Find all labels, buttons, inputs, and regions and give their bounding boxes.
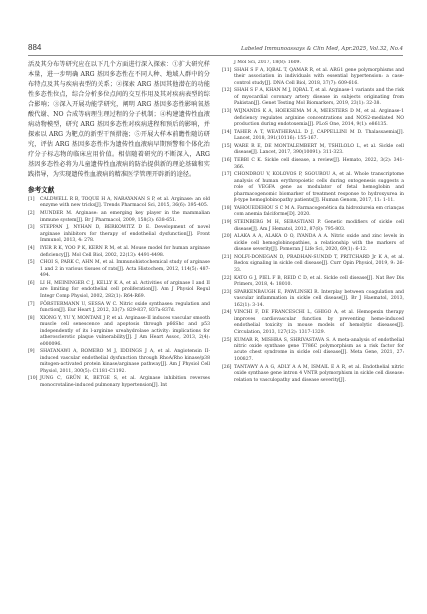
reference-item — [222, 88, 404, 107]
reference-text: CHONDROU V, KOLOVOS P, SGOUROU A, et al. Whole transcriptome analysis of human erythropoietic cells during ontogenesis suggests a role of VEGFA gene as modulator of fetal hemoglobin and pharmacogenomic biomarker of treatment response to hydroxyurea in β-type hemoglobinopathy patients[J]. Human Genom, 2017, 11: 1-11. — [234, 172, 404, 204]
reference-text: STEINBERG M H, SEBASTIANI P. Genetic modifiers of sickle cell disease[J]. Am J Hematol, 2012, 87(8): 795-803. — [234, 220, 404, 232]
reference-text: JUNG C, GRÜN K, BETGE S, et al. Arginase inhibition reverses monocrotaline-induced pulmonary hypertension[J]. Int — [40, 376, 210, 388]
reference-number: [11] — [222, 67, 232, 73]
reference-number: [16] — [222, 158, 232, 164]
reference-number: [20] — [222, 234, 232, 240]
reference-number: [6] — [28, 280, 35, 286]
reference-item — [222, 220, 404, 233]
reference-text: SPARKENBAUGH E, PAWLINSKI R. Interplay between coagulation and vascular inflammation in sickle cell disease[J]. Br J Haematol, 2013, 162(1): 3-14. — [234, 289, 404, 308]
reference-item — [28, 246, 210, 259]
reference-text: NOLFI-DONEGAN D, PRADHAN-SUNDD T, PRITCHARD Jr K A, et al. Redox signaling in sickle cell disease[J]. Curr Opin Physiol, 2019, 9: 26-33. — [234, 254, 404, 273]
reference-item — [28, 302, 210, 315]
reference-item — [222, 255, 404, 274]
reference-item — [222, 109, 404, 128]
reference-number: [14] — [222, 129, 232, 135]
reference-item — [28, 211, 210, 224]
reference-item — [222, 310, 404, 336]
reference-text: VINCHI F, DE FRANCESCHI L, GHIGO A, et al. Hemopexin therapy improves cardiovascular function by preventing heme-induced endothelial toxicity in mouse models of hemolytic diseases[J]. Circulation, 2013, 127(12): 1317-1329. — [234, 310, 404, 335]
reference-text: IYER R K, YOO P K, KERN R M, et al. Mouse model for human arginase deficiency[J]. Mol Cell Biol, 2002, 22(13): 4491-4498. — [40, 246, 210, 258]
reference-text: ALAKA A A, ALAKA O O, IYANDA A A. Nitric oxide and zinc levels in sickle cell hemoglobinopathies, a relationship with the markers of disease severity[J]. Pomeran J Life Sci, 2020, 69(1): 6-12. — [234, 234, 404, 253]
body-paragraph: 活及其分布等研究应在以下几个方面进行深入探索：①扩大研究样本量，进一步明确 ARG 基因多态性在不同人种、地域人群中的分布特点及其与疾病表型的关系；②探索 ARG 基因其他潜在的功能性多态性位点，综合分析多位点间的交互作用及其对疾病表型的综合影响；③深入开展功能学研究，阐明 ARG 基因多态性影响氧基酸代谢、NO 合成等病理生理过程的分子机制；④构建遗传性血液病动物模型，研究 ARG 基因多态性对疾病进程和预后的影响，并探索以 ARG 为靶点的新型干预措施；⑤开展大样本前瞻性随访研究，评估 ARG 基因多态性作为遗传性血液病早期预警和个体化治疗分子标志物的临床应用价值。相信随着研究的不断深入，ARG 基因多态性必将为儿童遗传性血液病的防治提供新的理论基础和实践指导，为实现遗传性血液病的精准医学管理开辟新的途径。 — [28, 61, 210, 178]
reference-number: [1] — [28, 197, 35, 202]
reference-item — [222, 338, 404, 364]
reference-number — [222, 60, 234, 66]
reference-item — [222, 68, 404, 87]
reference-item — [222, 144, 404, 157]
reference-text: CALDWELL R B, TOQUE H A, NARAYANAN S P, et al. Arginase: an old enzyme with new tricks[J]. Trends Pharmacol Sci, 2015, 36(6): 395-405. — [40, 197, 210, 209]
page-header — [28, 40, 403, 52]
reference-text: SHAH S F A, KHAN M J, IQBAL T, et al. Arginase-1 variants and the risk of myocardial coronary artery disease in subjects originating from Pakistan[J]. Genet Testing Mol Biomarkers, 2019, 23(1): 32-38. — [234, 88, 404, 107]
reference-number: [4] — [28, 246, 35, 252]
reference-text: WIJNANDS K A, HOEKSEMA M A, MEESTERS D M, et al. Arginase-1 deficiency regulates arginine concentrations and NOS2-mediated NO production during endotoxemia[J]. PLoS One, 2014, 9(1): e86135. — [234, 109, 404, 127]
reference-number: [23] — [222, 289, 232, 295]
reference-item — [222, 365, 404, 384]
reference-number: [10] — [28, 376, 38, 382]
reference-item — [222, 158, 404, 171]
reference-text: YAHOUEDEHOU S C M A. Farmacogenética da hidroxiureia em crianças com anemia falciforme[D]. 2020. — [234, 205, 404, 218]
reference-item — [222, 290, 404, 309]
reference-item — [222, 172, 404, 204]
reference-number: [24] — [222, 310, 232, 316]
reference-number: [3] — [28, 225, 35, 231]
header-rule — [28, 55, 403, 56]
reference-text: LI H, MEININGER C J, KELLY K A, et al. Activities of arginase I and II are limiting for endothelial cell proliferation[J]. Am J Physiol Regul Integr Comp Physiol, 2002, 282(1): R64-R69. — [40, 280, 210, 299]
reference-number: [19] — [222, 220, 232, 226]
reference-number: [2] — [28, 211, 35, 217]
reference-text: WARE R E, DE MONTALEMBERT M, TSHILOLO L, et al. Sickle cell disease[J]. Lancet, 2017, 390(10091): 311-323. — [234, 143, 404, 156]
reference-text: TEBBI C K. Sickle cell disease, a review[J]. Hemato, 2022, 3(2): 341-366. — [234, 158, 404, 170]
reference-number: [25] — [222, 337, 232, 343]
reference-item — [222, 60, 404, 66]
reference-text: CHOI S, PARK C, AHN M, et al. Immunohistochemical study of arginase 1 and 2 in various tissues of rats[J]. Acta Histochem, 2012, 114(5): 487-494. — [40, 260, 210, 279]
reference-text: KUMAR R, MISHRA S, SHRIVASTAVA S. A meta-analysis of endothelial nitric oxide synthase gene T786C polymorphism as a risk factor for acute chest syndrome in sickle cell disease[J]. Meta Gene, 2021, 27: 100827. — [234, 337, 404, 362]
left-column — [28, 60, 210, 574]
reference-number: [9] — [28, 349, 35, 355]
reference-text: TAHER A T, WEATHERALL D J, CAPPELLINI M D. Thalassaemia[J]. Lancet, 2018, 391(10116): 155-167. — [234, 129, 404, 142]
reference-item — [28, 225, 210, 244]
reference-number: [5] — [28, 260, 35, 266]
reference-item — [28, 197, 210, 210]
reference-number: [22] — [222, 275, 232, 281]
reference-text: STEPPAN J, NYHAN D, BERKOWITZ D E. Development of novel arginase inhibitors for therapy of endothelial dysfunction[J]. Front Immunol, 2013, 4: 278. — [40, 225, 210, 244]
reference-item — [28, 349, 210, 375]
reference-number: [15] — [222, 143, 232, 149]
reference-item — [222, 276, 404, 289]
reference-number: [21] — [222, 254, 232, 260]
reference-item — [222, 206, 404, 219]
reference-text: TANTAWY A A G, ADLY A A M, ISMAIL E A R, et al. Endothelial nitric oxide synthase gene intron 4 VNTR polymorphism in sickle cell disease: relation to vasculopathy and disease severity[J]. — [234, 364, 404, 383]
reference-item — [28, 260, 210, 279]
reference-number: [12] — [222, 88, 232, 94]
reference-number: [26] — [222, 364, 232, 370]
reference-text: SHATANAWI A, ROMERO M J, IDDINGS J A, et al. Angiotensin II-induced vascular endothelial dysfunction through RhoA/Rho kinase/p38 mitogen-activated protein kinase/arginase pathway[J]. Am J Physiol Cell Physiol, 2011, 300(5): C1181-C1192. — [40, 349, 210, 374]
reference-item — [222, 130, 404, 143]
references-heading: 参考文献 — [28, 186, 55, 194]
reference-text: KATO G J, PIEL F B, REID C D, et al. Sickle cell disease[J]. Nat Rev Dis Primers, 2018, 4: 18010. — [234, 275, 404, 288]
reference-text: XIONG Y, YU Y, MONTANI J P, et al. Arginase-II induces vascular smooth muscle cell senescence and apoptosis through p66Shc and p53 independently of its l-arginine ureahydrolase activity: implications for atherosclerotic plaque vulnerability[J]. J Am Heart Assoc, 2013, 2(4): e000096. — [40, 315, 210, 347]
journal-running-title: Labeled Immunoassays & Clin Med, Apr.2025, Vol.32, No.4 — [241, 46, 403, 52]
page-number: 884 — [28, 43, 42, 52]
reference-list-left — [28, 197, 210, 389]
reference-number: [8] — [28, 315, 35, 321]
right-column — [222, 60, 404, 574]
reference-item — [28, 316, 210, 348]
reference-number: [7] — [28, 301, 35, 307]
reference-item — [28, 376, 210, 389]
reference-text: J Mol Sci, 2017, 18(8): 1609. — [234, 60, 301, 65]
reference-number: [18] — [222, 205, 232, 211]
reference-number: [17] — [222, 172, 232, 178]
reference-text: SHAH S F A, IQBAL T, QAMAR R, et al. ARG1 gene polymorphisms and their association in individuals with essential hypertension: a case-control study[J]. DNA Cell Biol, 2018, 37(7): 609-616. — [234, 67, 404, 86]
reference-item — [222, 234, 404, 253]
reference-text: MUNDER M. Arginase: an emerging key player in the mammalian immune system[J]. Br J Pharmacol, 2009, 158(3): 638-651. — [40, 211, 210, 223]
reference-list-right — [222, 60, 404, 384]
reference-item — [28, 281, 210, 300]
reference-number: [13] — [222, 109, 232, 115]
reference-text: FÖRSTERMANN U, SESSA W C. Nitric oxide synthases: regulation and function[J]. Eur Heart J, 2012, 33(7): 829-837, 837a-837d. — [40, 301, 210, 314]
